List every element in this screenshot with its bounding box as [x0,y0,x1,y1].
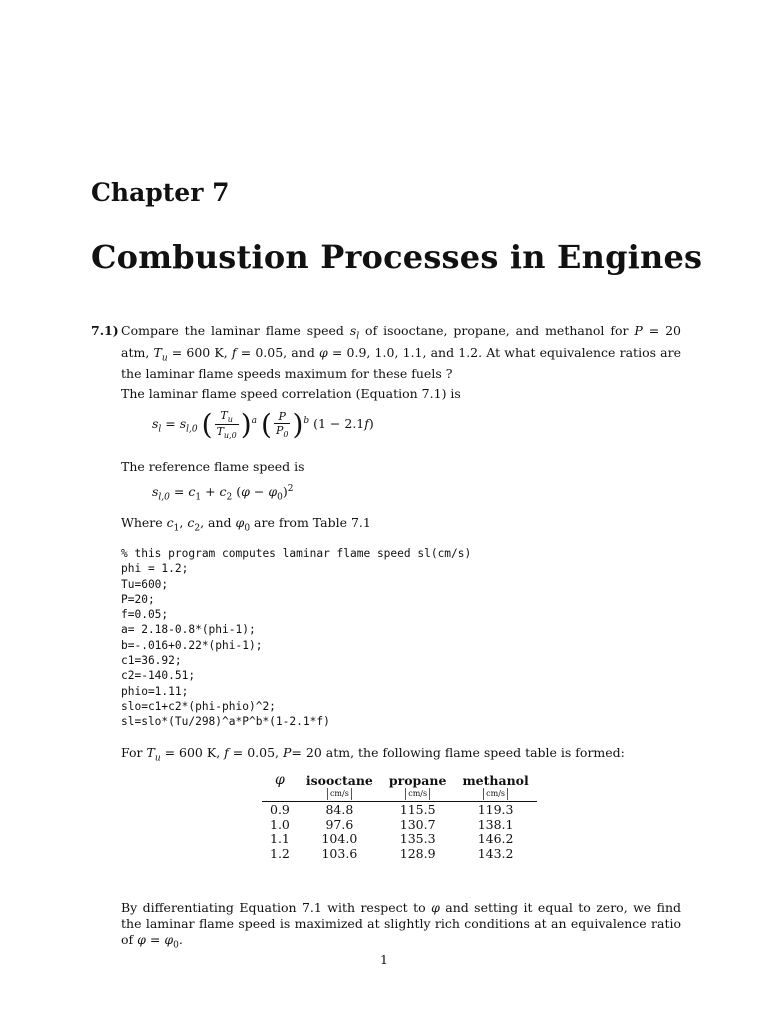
matlab-code-block [121,546,471,730]
table-cell: 84.8 [325,802,354,817]
code-line: a= 2.18-0.8*(phi-1); [121,623,256,637]
unit-methanol: cm/s [454,788,536,802]
table-cell: 103.6 [321,845,358,861]
table-cell: 135.3 [399,831,436,846]
chapter-label: Chapter 7 [91,178,230,207]
table-cell: 138.1 [477,816,514,832]
unit-propane: cm/s [381,788,455,802]
constants-note: Where $c_1$, $c_2$, and $\varphi_0$ are from Table 7.1 [121,515,371,534]
problem-number: 7.1) [91,323,119,338]
table-intro: For $T_u = 600$ K, f = 0.05, P= 20 atm, the following flame speed table is formed: [121,745,625,764]
header-methanol: methanol [462,772,529,788]
table-row [262,832,537,847]
code-line: % this program computes laminar flame speed sl(cm/s) [121,547,472,560]
code-line: sl=slo*(Tu/298)^a*P^b*(1-2.1*f) [121,715,330,729]
code-line: P=20; [121,592,155,606]
unit-isooctane: cm/s [298,788,381,802]
page-number: 1 [380,952,388,967]
problem-statement [121,323,681,382]
table-cell: 143.2 [477,845,514,861]
table-cell: 104.0 [321,831,358,846]
code-line: slo=c1+c2*(phi-phio)^2; [121,699,276,713]
unit-phi [262,788,298,802]
table-row [262,847,537,862]
code-line: phi = 1.2; [121,562,189,576]
table-cell: 1.1 [270,831,290,846]
code-line: f=0.05; [121,608,169,622]
table-cell: 115.5 [399,802,436,817]
table-cell: 119.3 [477,802,514,817]
table-cell: 97.6 [325,816,354,832]
correlation-equation: $s_l = s_{l,0}$ ( $\frac{T_u}{T_{u,0}}$ )$^a$ ( $\frac{P}{P_0}$ )$^b$ (1 − 2.1f) [152,408,374,441]
header-phi: φ [275,772,285,788]
table-row [262,818,537,833]
table-row [262,802,537,818]
chapter-title: Combustion Processes in Engines [91,238,703,276]
code-line: c1=36.92; [121,654,182,668]
flame-speed-table [262,772,537,861]
code-line: Tu=600; [121,577,169,591]
reference-equation: $s_{l,0} = c_1 + c_2$ $(\varphi - \varphi_0)^2$ [152,484,294,503]
conclusion: By differentiating Equation 7.1 with respect to φ and setting it equal to zero, we find the laminar flame speed is maximized at slightly rich conditions at an equivalence ratio of $\varphi = \varphi_0$. [121,900,681,951]
reference-intro: The reference flame speed is [121,459,305,474]
header-isooctane: isooctane [305,772,373,788]
table-cell: 130.7 [399,816,436,832]
problem-statement-text: Compare the laminar flame speed $s_l$ of isooctane, propane, and methanol for P = 20 atm, $T_u = 600$ K, f = 0.05, and φ = 0.9, 1.0, 1.1, and 1.2. At what equivalence ratios are the laminar flame speeds maximum for these fuels ? [121,323,682,381]
code-line: b=-.016+0.22*(phi-1); [121,638,263,652]
code-line: c2=-140.51; [121,669,196,683]
table-cell: 1.2 [270,845,290,861]
table-cell: 128.9 [399,845,436,861]
table-cell: 146.2 [477,831,514,846]
code-line: phio=1.11; [121,684,189,698]
correlation-intro: The laminar flame speed correlation (Equation 7.1) is [121,386,461,401]
header-propane: propane [388,772,447,788]
table-cell: 1.0 [270,816,290,832]
table-cell: 0.9 [270,802,290,817]
